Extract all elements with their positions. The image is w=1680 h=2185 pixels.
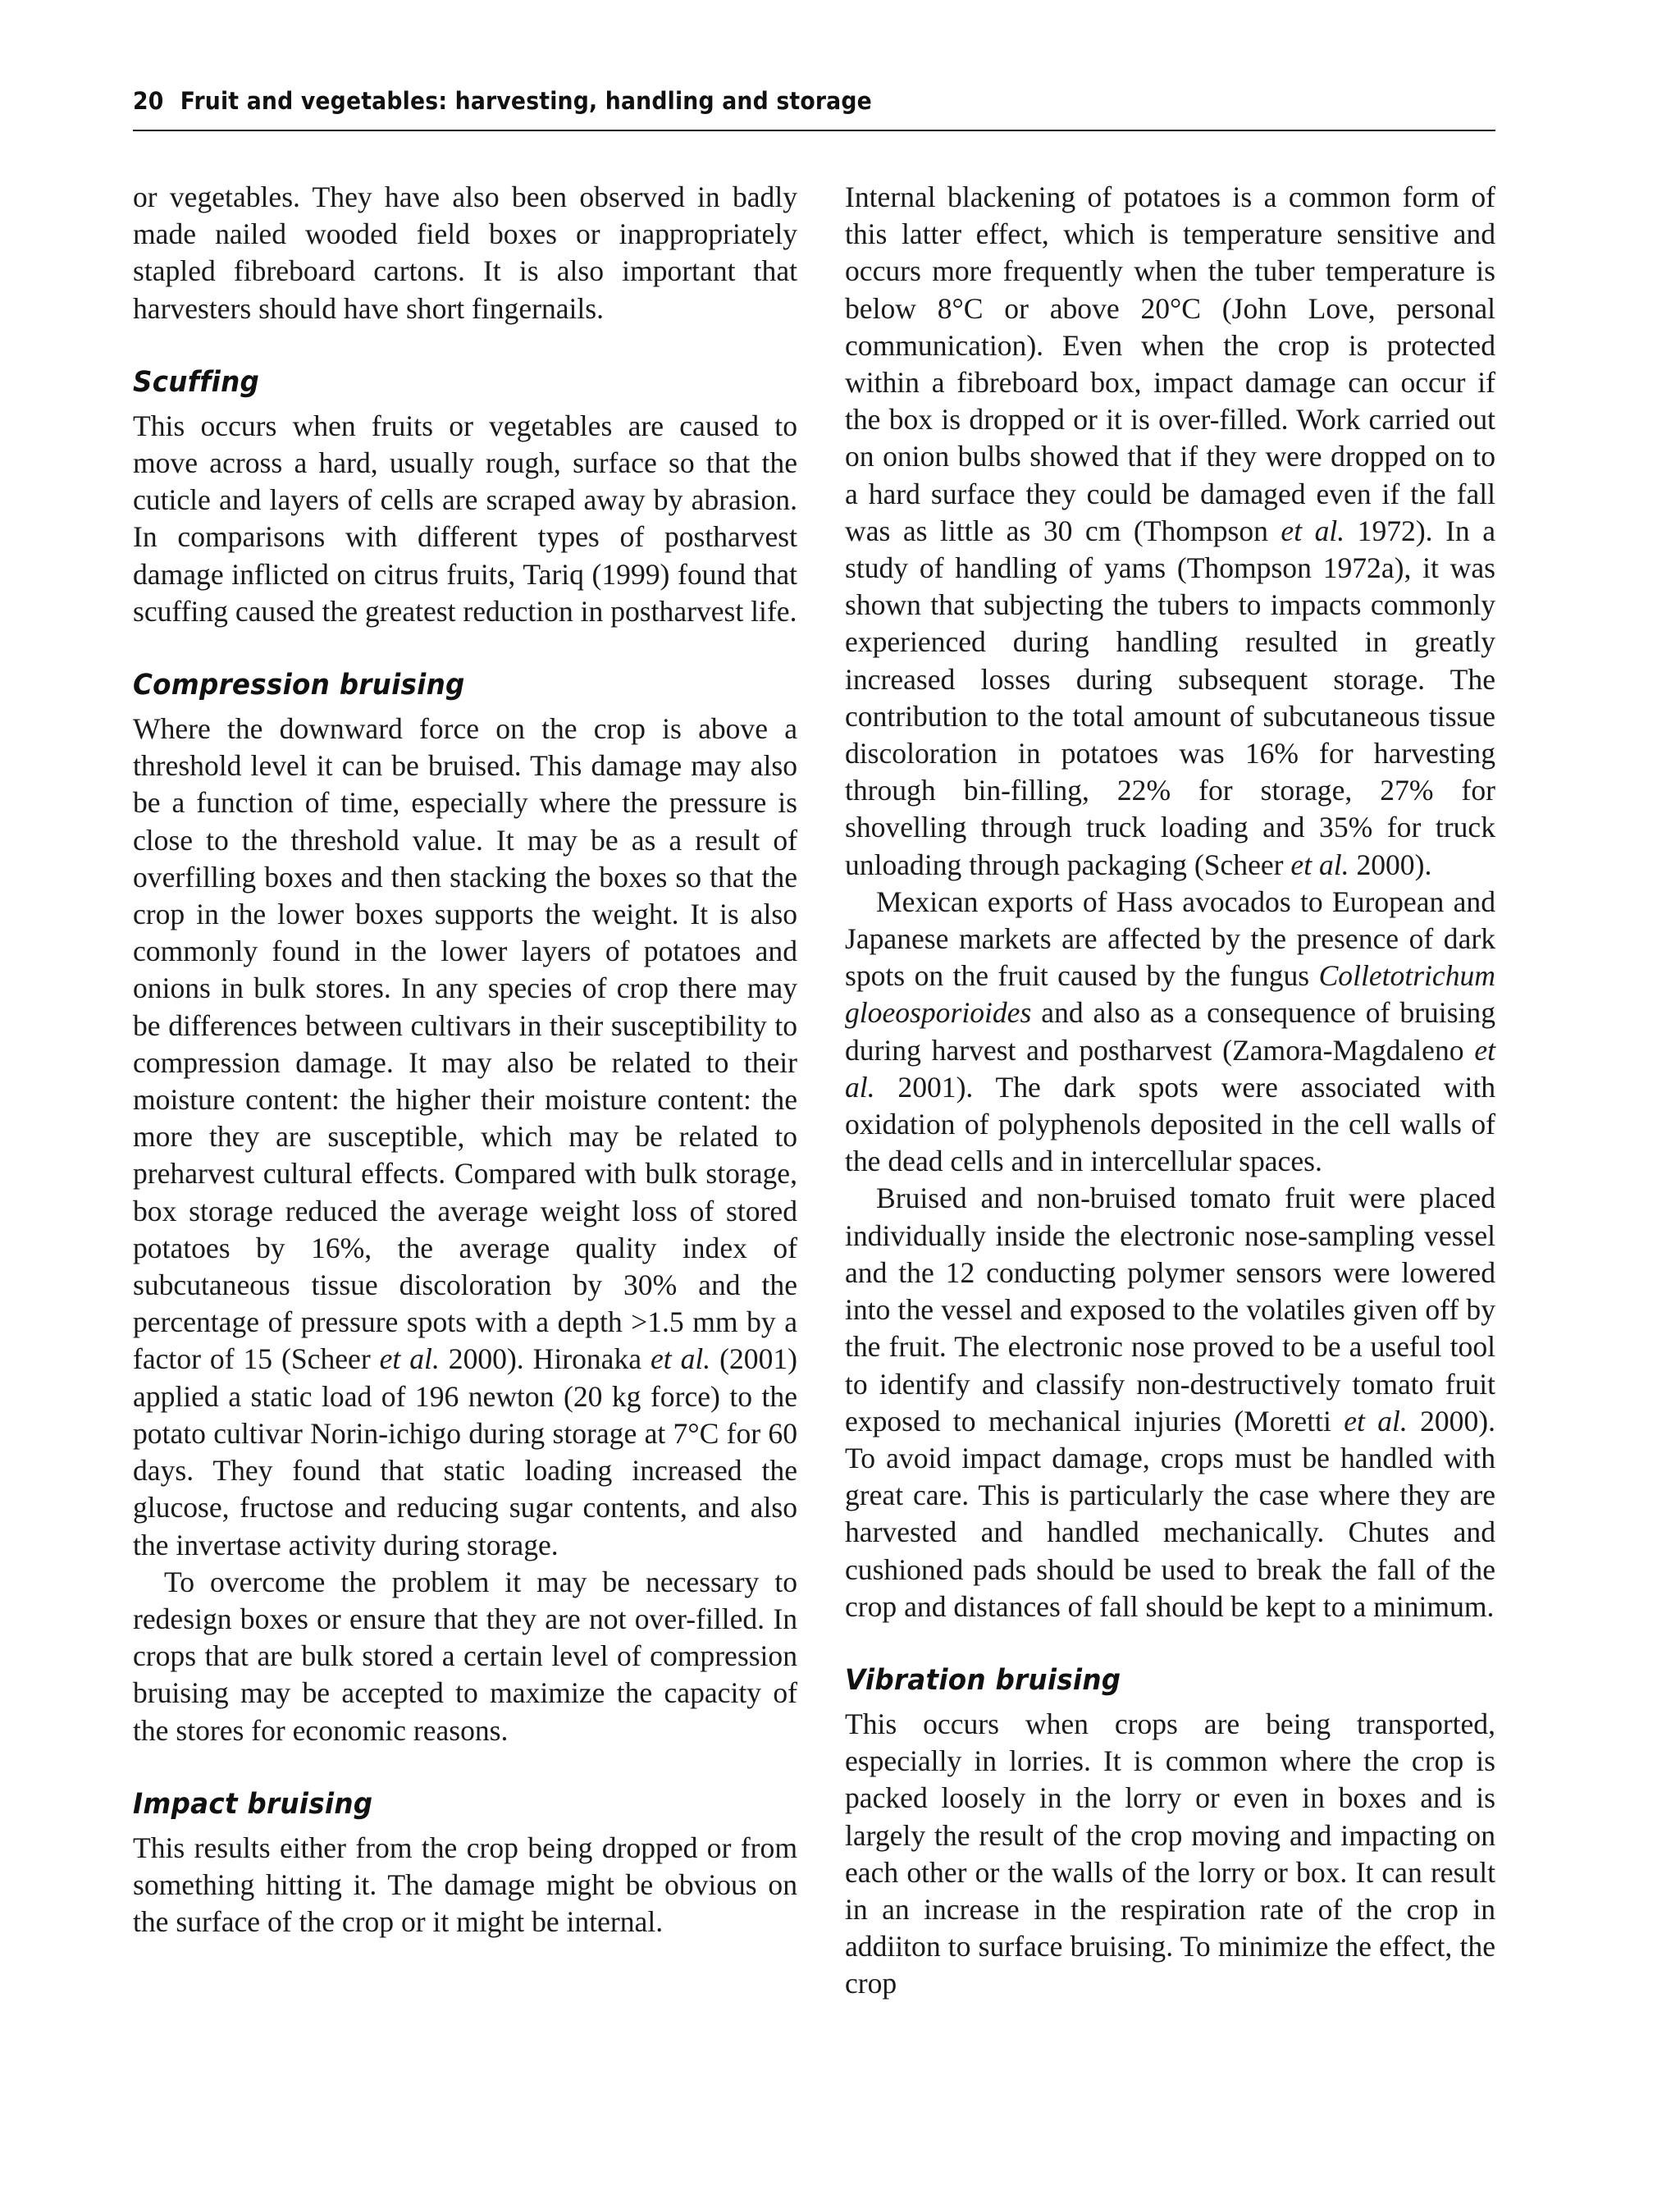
paragraph-vibration: This occurs when crops are being transported, especially in lorries. It is common where the crop is packed loosely in the lorry or even in boxes and is largely the result of the crop moving and impacting on each other or the walls of the lorry or box. It can result in an increase in the respiration rate of the crop in addiiton to surface bruising. To minimize the effect, the crop: [845, 1707, 1495, 2000]
paragraph-compression-1: Where the downward force on the crop is above a threshold level it can be bruised. This damage may also be a function of time, especially where the pressure is close to the threshold value. It may be as a result of overfilling boxes and then stacking the boxes so that the crop in the lower boxes supports the weight. It is also commonly found in the lower layers of potatoes and onions in bulk stores. In any species of crop there may be differences between cultivars in their susceptibility to compression damage. It may also be related to their moisture content: the higher their moisture content: the more they are susceptible, which may be related to preharvest cultural effects. Compared with bulk storage, box storage reduced the average weight loss of stored potatoes by 16%, the average quality index of subcutaneous tissue discoloration by 30% and the percentage of pressure spots with a depth >1.5 mm by a factor of 15 (Scheer et al. 2000). Hironaka et al. (2001) applied a static load of 196 newton (20 kg force) to the potato cultivar Norin-ichigo during storage at 7°C for 60 days. They found that static loading increased the glucose, fructose and reducing sugar contents, and also the invertase activity during storage.: [133, 712, 797, 1561]
paragraph-intro: or vegetables. They have also been observed in badly made nailed wooded field boxes or inappropriately stapled fibreboard cartons. It is also important that harvesters should have short fingernails.: [133, 181, 797, 325]
heading-compression-bruising: Compression bruising: [133, 669, 465, 702]
running-head: [133, 87, 1386, 115]
header-rule: [133, 130, 1495, 131]
paragraph-internal-blackening: Internal blackening of potatoes is a common form of this latter effect, which is temperature sensitive and occurs more frequently when the tuber temperature is below 8°C or above 20°C (John Love, personal communication). Even when the crop is protected within a fibreboard box, impact damage can occur if the box is dropped or it is over-filled. Work carried out on onion bulbs showed that if they were dropped on to a hard surface they could be damaged even if the fall was as little as 30 cm (Thompson et al. 1972). In a study of handling of yams (Thompson 1972a), it was shown that subjecting the tubers to impacts commonly experienced during handling resulted in greatly increased losses during subsequent storage. The contribution to the total amount of subcutaneous tissue discoloration in potatoes was 16% for harvesting through bin-filling, 22% for storage, 27% for shovelling through truck loading and 35% for truck unloading through packaging (Scheer et al. 2000).: [845, 181, 1496, 881]
book-title: Fruit and vegetables: harvesting, handling and storage: [180, 87, 872, 115]
left-column: [133, 179, 797, 1940]
paragraph-scuffing: This occurs when fruits or vegetables are caused to move across a hard, usually rough, surface so that the cuticle and layers of cells are scraped away by abrasion. In comparisons with different types of postharvest damage inflicted on citrus fruits, Tariq (1999) found that scuffing caused the greatest reduction in postharvest life.: [133, 409, 797, 628]
heading-vibration-bruising: Vibration bruising: [845, 1663, 1121, 1697]
right-column: [845, 179, 1495, 2003]
paragraph-electronic-nose: Bruised and non-bruised tomato fruit were placed individually inside the electronic nose-sampling vessel and the 12 conducting polymer sensors were lowered into the vessel and exposed to the volatiles given off by the fruit. The electronic nose proved to be a useful tool to identify and classify non-destructively tomato fruit exposed to mechanical injuries (Moretti et al. 2000). To avoid impact damage, crops must be handled with great care. This is particularly the case where they are harvested and handled mechanically. Chutes and cushioned pads should be used to break the fall of the crop and distances of fall should be kept to a minimum.: [845, 1182, 1495, 1623]
paragraph-compression-2: To overcome the problem it may be necessary to redesign boxes or ensure that they are not over-filled. In crops that are bulk stored a certain level of compression bruising may be accepted to maximize the capacity of the stores for economic reasons.: [133, 1565, 797, 1747]
paragraph-avocados: Mexican exports of Hass avocados to European and Japanese markets are affected by the presence of dark spots on the fruit caused by the fungus Colletotrichum gloeosporioides and also as a consequence of bruising during harvest and postharvest (Zamora-Magdaleno et al. 2001). The dark spots were associated with oxidation of polyphenols deposited in the cell walls of the dead cells and in intercellular spaces.: [845, 885, 1495, 1178]
paragraph-impact: This results either from the crop being dropped or from something hitting it. The damage might be obvious on the surface of the crop or it might be internal.: [133, 1831, 797, 1939]
page-number: 20: [133, 87, 164, 115]
heading-scuffing: Scuffing: [133, 365, 260, 399]
heading-impact-bruising: Impact bruising: [133, 1787, 373, 1821]
